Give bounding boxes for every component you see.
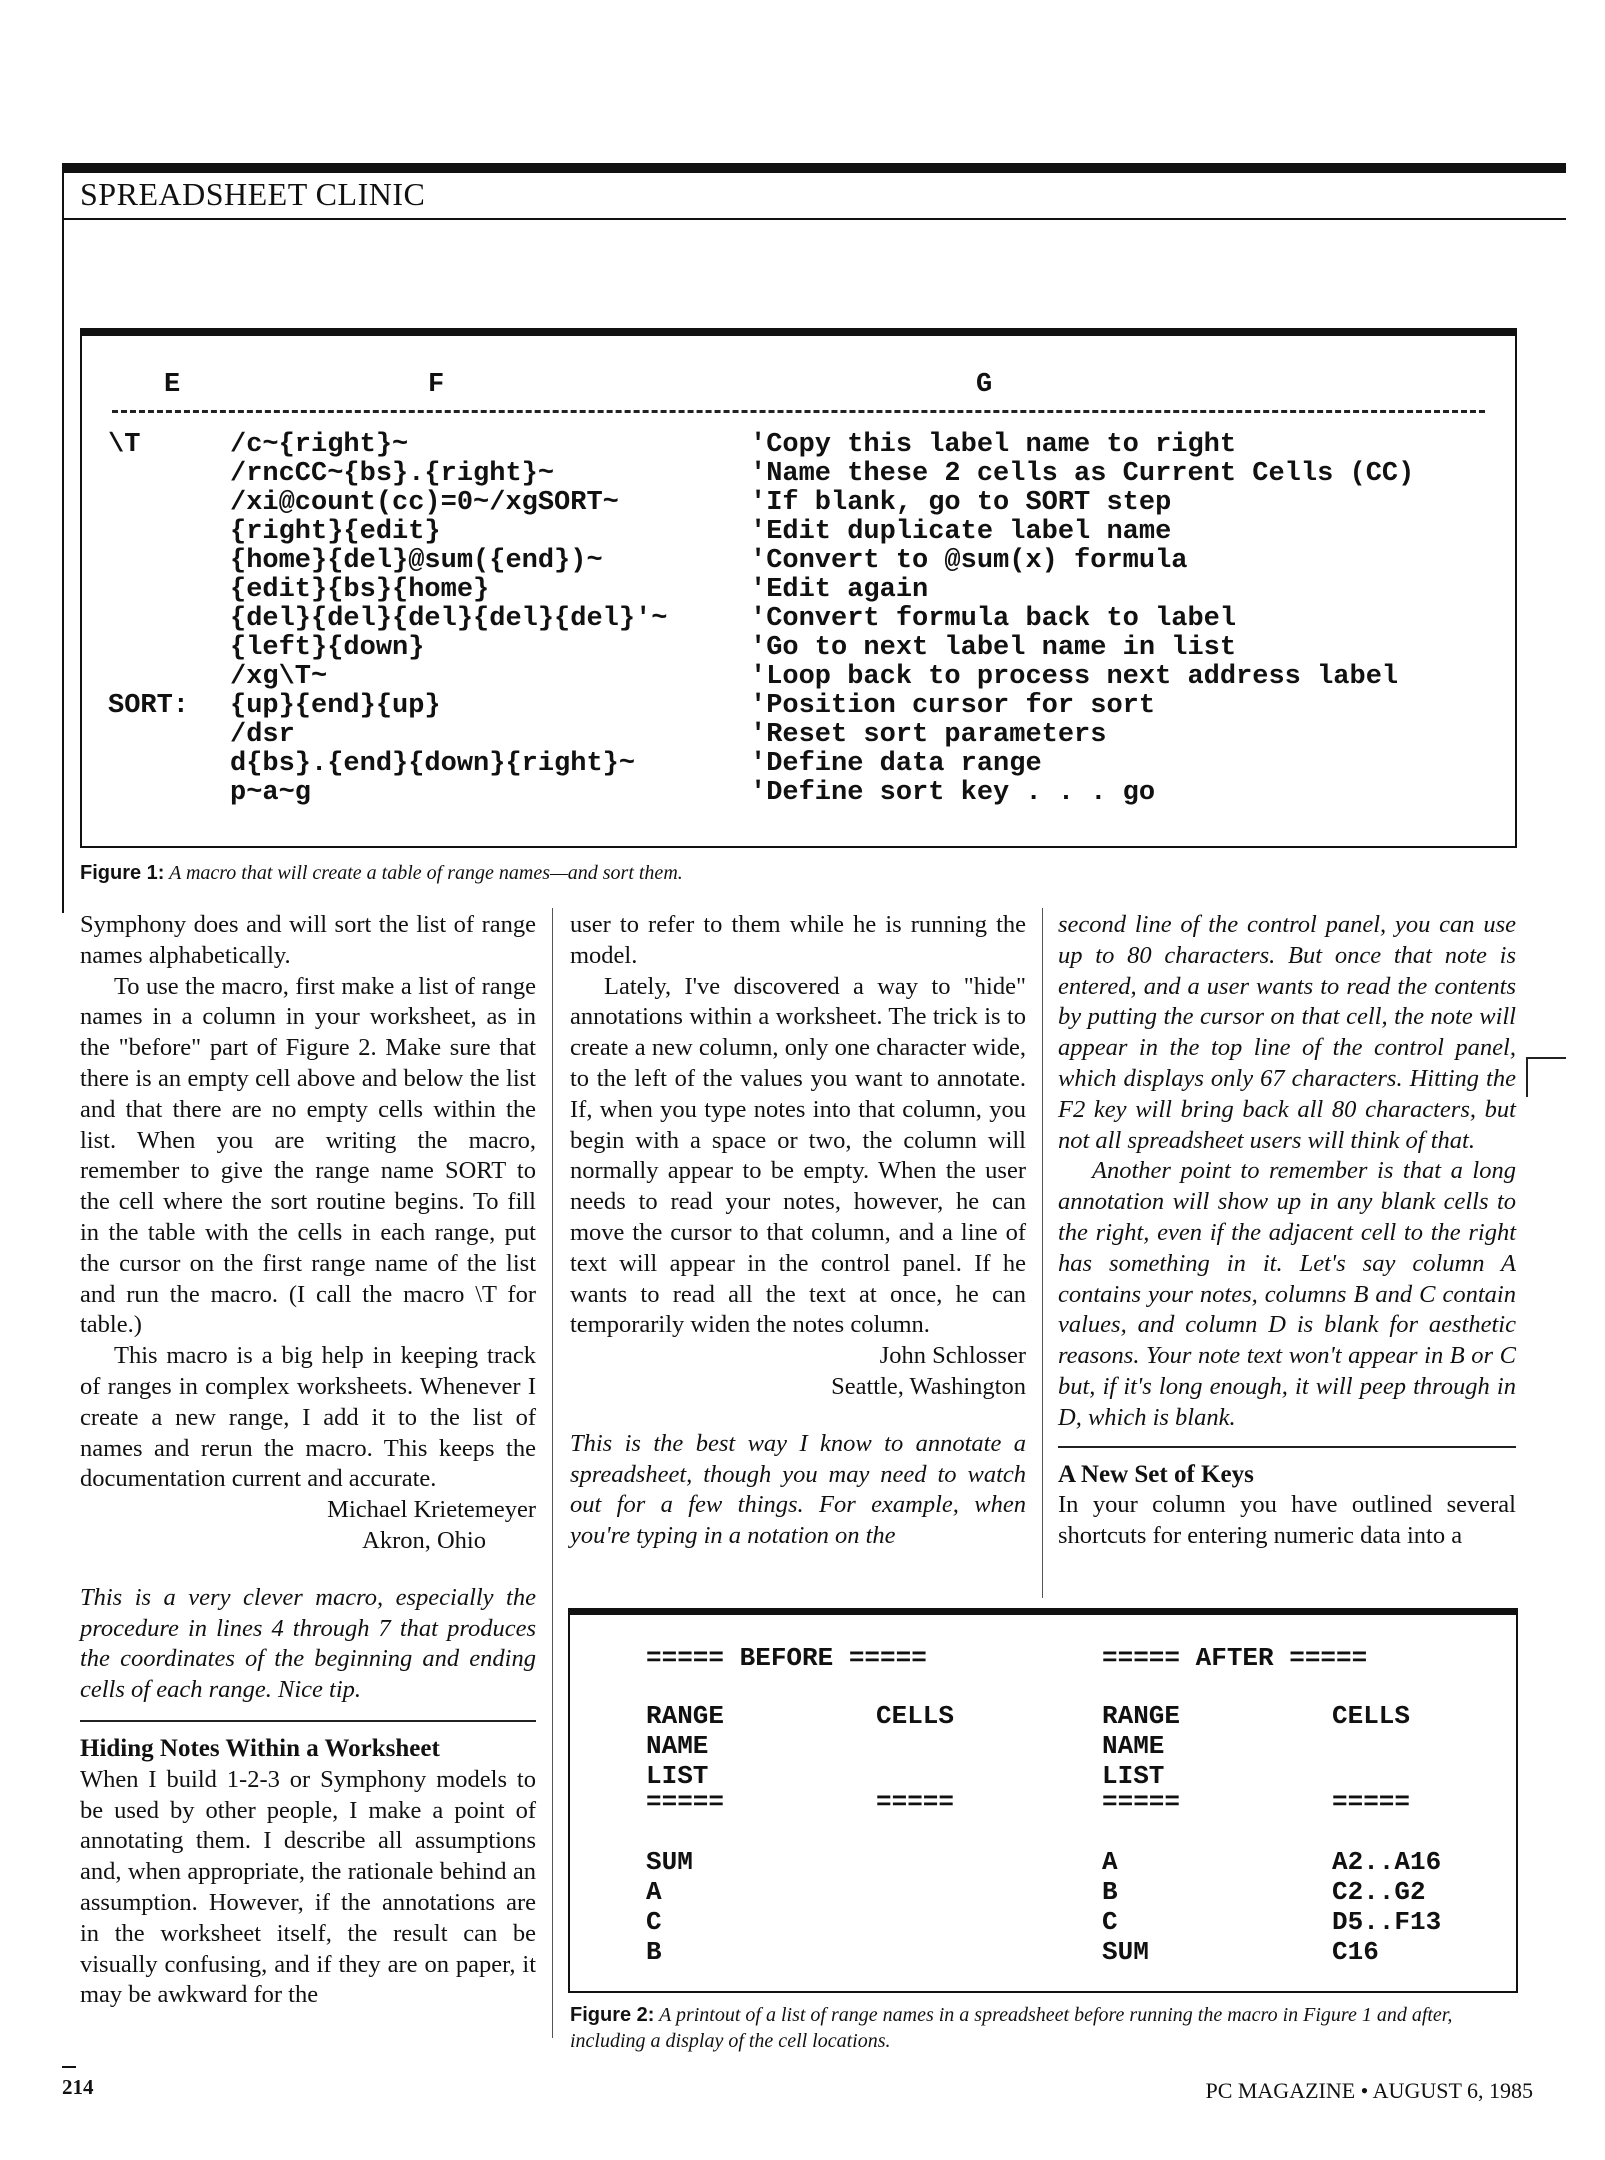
macro-cell-f: d{bs}.{end}{down}{right}~ <box>230 749 636 779</box>
column-header-f: F <box>428 370 445 400</box>
macro-cell-g: 'Convert formula back to label <box>750 604 1237 634</box>
figure-1-macro-listing <box>80 328 1517 848</box>
figure-1-caption-text: A macro that will create a table of range names—and sort them. <box>169 862 683 884</box>
macro-cell-f: /c~{right}~ <box>230 430 409 460</box>
paragraph: Lately, I've discovered a way to "hide" annotations within a worksheet. The trick is to create a new column, only one character wide, to the left of the values you want to annotate. If, when you type notes into that column, you begin with a space or two, the column will normally appear to be empty. When the user needs to read your notes, however, he can move the cursor to that column, and a line of text will appear in the control panel. If he wants to read all the text at once, he can temporarily widen the notes column. <box>570 972 1026 1339</box>
before-cells-separator: ===== <box>876 1787 955 1817</box>
macro-row <box>82 604 1515 633</box>
after-cells-separator: ===== <box>1332 1787 1411 1817</box>
macro-cell-g: 'Edit again <box>750 575 929 605</box>
macro-cell-g: 'Define sort key . . . go <box>750 778 1156 808</box>
macro-cell-f: /rncCC~{bs}.{right}~ <box>230 459 555 489</box>
macro-row <box>82 575 1515 604</box>
before-title: ===== BEFORE ===== <box>646 1643 927 1673</box>
macro-row <box>82 430 1515 459</box>
after-cells: A2..A16 <box>1332 1847 1442 1877</box>
macro-cell-e: SORT: <box>108 691 190 721</box>
author-location: Seattle, Washington <box>831 1372 1026 1400</box>
before-name: A <box>646 1877 662 1907</box>
section-heading: Hiding Notes Within a Worksheet <box>80 1734 440 1762</box>
article-column-1 <box>80 910 536 2011</box>
after-name: B <box>1102 1877 1118 1907</box>
macro-cell-g: 'Position cursor for sort <box>750 691 1156 721</box>
margin-mark-vertical <box>1526 1057 1528 1097</box>
header-underline <box>62 218 1566 220</box>
macro-cell-f: {edit}{bs}{home} <box>230 575 490 605</box>
macro-cell-f: {del}{del}{del}{del}{del}'~ <box>230 604 668 634</box>
after-name: C <box>1102 1907 1118 1937</box>
after-cells-header: CELLS <box>1332 1701 1411 1731</box>
figure-2-caption-text: A printout of a list of range names in a spreadsheet before running the macro in Figure 1 and after, including a display of the cell locations. <box>570 2004 1453 2052</box>
after-cells: C16 <box>1332 1937 1379 1967</box>
macro-cell-g: 'Name these 2 cells as Current Cells (CC) <box>750 459 1415 489</box>
figure-1-caption-label: Figure 1: <box>80 862 165 884</box>
before-range-header: RANGE <box>646 1701 725 1731</box>
article-column-3 <box>1058 910 1516 1552</box>
macro-cell-f: {left}{down} <box>230 633 425 663</box>
after-range-header: RANGE <box>1102 1701 1181 1731</box>
after-name: A <box>1102 1847 1118 1877</box>
margin-mark <box>1526 1057 1566 1059</box>
author-location: Akron, Ohio <box>362 1526 486 1554</box>
macro-cell-f: /xi@count(cc)=0~/xgSORT~ <box>230 488 619 518</box>
after-name-header: NAME <box>1102 1731 1165 1761</box>
figure-2-caption <box>570 2002 1518 2054</box>
before-name-header: NAME <box>646 1731 709 1761</box>
page-number: 214 <box>62 2075 94 2099</box>
macro-cell-g: 'Go to next label name in list <box>750 633 1237 663</box>
macro-cell-g: 'Define data range <box>750 749 1042 779</box>
header-left-rule <box>62 163 64 913</box>
macro-cell-g: 'Edit duplicate label name <box>750 517 1172 547</box>
figure-2-caption-label: Figure 2: <box>570 2004 655 2026</box>
before-cells-header: CELLS <box>876 1701 955 1731</box>
paragraph: To use the macro, first make a list of range names in a column in your worksheet, as in the "before" part of Figure 2. Make sure that there is an empty cell above and below the list and that there are no empty cells within the list. When you are writing the macro, remember to give the range name SORT to the cell where the sort routine begins. To fill in the table with the cells in each range, put the cursor on the first range name of the list and run the macro. (I call the macro \T for table.) <box>80 972 536 1339</box>
after-name: SUM <box>1102 1937 1149 1967</box>
macro-cell-g: 'Copy this label name to right <box>750 430 1237 460</box>
macro-row <box>82 778 1515 807</box>
before-name: B <box>646 1937 662 1967</box>
macro-cell-f: {right}{edit} <box>230 517 441 547</box>
macro-row <box>82 662 1515 691</box>
macro-cell-g: 'If blank, go to SORT step <box>750 488 1172 518</box>
section-heading: A New Set of Keys <box>1058 1460 1254 1488</box>
column-divider-2 <box>1042 908 1043 1598</box>
paragraph: Symphony does and will sort the list of range names alphabetically. <box>80 911 536 969</box>
header-rule <box>62 163 1566 173</box>
editor-note: second line of the control panel, you can use up to 80 characters. But once that note is entered, and a user wants to read the contents by putting the cursor on that cell, the note will appear in the top line of the control panel, which displays only 67 characters. Hitting the F2 key will bring back all 80 characters, but not all spreadsheet users will think of that. <box>1058 911 1516 1154</box>
macro-row <box>82 488 1515 517</box>
header-dash-line <box>112 410 1485 413</box>
after-list-header: LIST <box>1102 1761 1165 1791</box>
article-column-2 <box>570 910 1026 1552</box>
column-header-e: E <box>164 370 181 400</box>
before-name: SUM <box>646 1847 693 1877</box>
paragraph: This macro is a big help in keeping track of ranges in complex worksheets. Whenever I create a new range, I add it to the list of names and rerun the macro. This keeps the documentation current and accurate. <box>80 1342 536 1493</box>
before-list-header: LIST <box>646 1761 709 1791</box>
figure-1-caption <box>80 862 683 885</box>
macro-cell-f: p~a~g <box>230 778 312 808</box>
after-title: ===== AFTER ===== <box>1102 1643 1368 1673</box>
after-cells: C2..G2 <box>1332 1877 1426 1907</box>
paragraph: In your column you have outlined several shortcuts for entering numeric data into a <box>1058 1491 1516 1550</box>
figure-2-before-after <box>568 1608 1518 1993</box>
after-range-separator: ===== <box>1102 1787 1181 1817</box>
section-title: SPREADSHEET CLINIC <box>80 176 426 212</box>
macro-cell-e: \T <box>108 430 141 460</box>
macro-cell-f: {home}{del}@sum({end})~ <box>230 546 603 576</box>
macro-rows <box>82 430 1515 807</box>
macro-cell-g: 'Loop back to process next address label <box>750 662 1399 692</box>
macro-row <box>82 633 1515 662</box>
paragraph: user to refer to them while he is running the model. <box>570 911 1026 969</box>
macro-row <box>82 517 1515 546</box>
paragraph: When I build 1-2-3 or Symphony models to be used by other people, I make a point of annotating them. I describe all assumptions and, when appropriate, the rationale behind an assumption. However, if the annotations are in the worksheet itself, the result can be visually confusing, and if they are on paper, it may be awkward for the <box>80 1765 536 2009</box>
magazine-footer: PC MAGAZINE • AUGUST 6, 1985 <box>1205 2078 1533 2103</box>
macro-cell-f: {up}{end}{up} <box>230 691 441 721</box>
column-header-g: G <box>976 370 993 400</box>
editor-note: This is the best way I know to annotate a spreadsheet, though you may need to watch out for a few things. For example, when you're typing in a notation on the <box>570 1429 1026 1550</box>
macro-cell-g: 'Reset sort parameters <box>750 720 1107 750</box>
macro-cell-f: /xg\T~ <box>230 662 328 692</box>
macro-row <box>82 691 1515 720</box>
macro-row <box>82 720 1515 749</box>
macro-cell-f: /dsr <box>230 720 295 750</box>
macro-cell-g: 'Convert to @sum(x) formula <box>750 546 1188 576</box>
macro-row <box>82 546 1515 575</box>
editor-note: Another point to remember is that a long annotation will show up in any blank cells to the right, even if the adjacent cell to the right has something in it. Let's say column A contains your notes, columns B and C contain values, and column D is blank for aesthetic reasons. Your note text won't appear in B or C but, if it's long enough, it will peep through in D, which is blank. <box>1058 1157 1516 1431</box>
column-divider-1 <box>552 908 553 2038</box>
after-cells: D5..F13 <box>1332 1907 1442 1937</box>
macro-row <box>82 459 1515 488</box>
before-range-separator: ===== <box>646 1787 725 1817</box>
editor-note: This is a very clever macro, especially the procedure in lines 4 through 7 that produces the coordinates of the beginning and ending cells of each range. Nice tip. <box>80 1583 536 1704</box>
macro-row <box>82 749 1515 778</box>
author-name: John Schlosser <box>879 1342 1026 1370</box>
footer-rule <box>62 2066 76 2068</box>
author-name: Michael Krietemeyer <box>327 1496 536 1524</box>
before-name: C <box>646 1907 662 1937</box>
